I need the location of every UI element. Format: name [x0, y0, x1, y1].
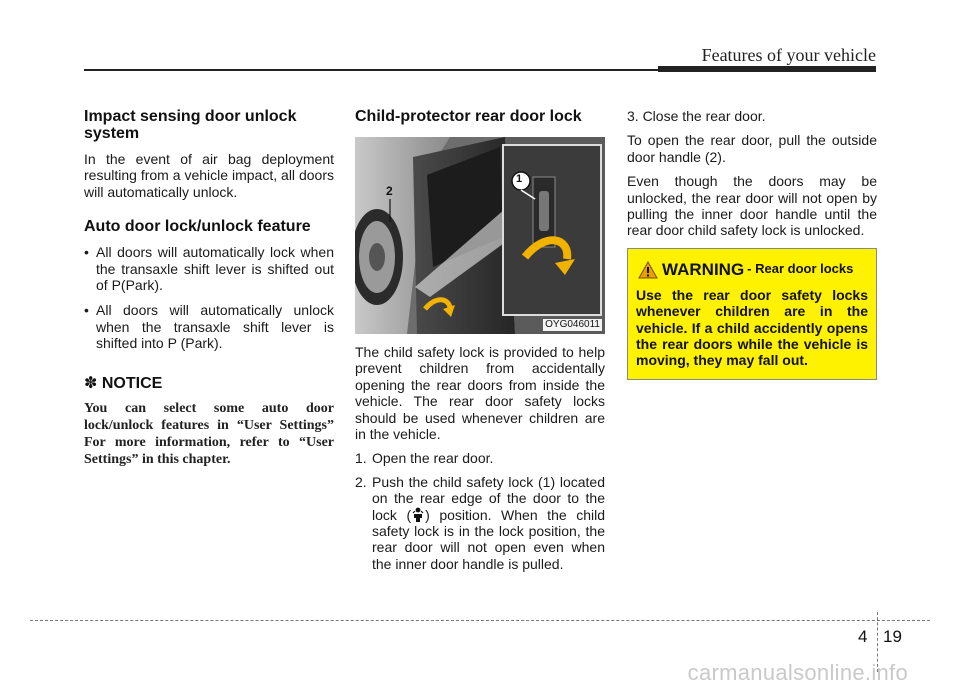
- middle-column: [355, 108, 605, 579]
- step-number: 2.: [355, 473, 367, 490]
- step-text-b: ) position. When the child safety lock is in the lock position, the rear door will not open even when the inner door handle is pulled.: [372, 506, 605, 572]
- child-lock-icon: [412, 507, 424, 523]
- section-title-impact-unlock: Impact sensing door unlock system: [84, 108, 297, 142]
- notice-title: ✽ NOTICE: [84, 374, 163, 392]
- left-column: [84, 108, 334, 468]
- header-rule-accent: [658, 66, 876, 72]
- open-rear-door-body: To open the rear door, pull the outside door handle (2).: [627, 132, 877, 165]
- warning-triangle-icon: [638, 261, 658, 279]
- warning-body: Use the rear door safety locks whenever children are in the vehicle. If a child accidently opens the rear doors while the vehicle is moving, they may fall out.: [636, 286, 868, 369]
- callout-2: 2: [386, 184, 393, 198]
- watermark: carmanualsonline.info: [687, 660, 908, 685]
- section-title-child-protector: Child-protector rear door lock: [355, 108, 582, 125]
- list-item: • All doors will automatically lock when the transaxle shift lever is shifted out of P(Park).: [84, 244, 334, 293]
- warning-word: WARNING: [662, 259, 745, 279]
- list-item: [355, 450, 605, 466]
- unlock-note-body: Even though the doors may be unlocked, the rear door will not open by pulling the inner door handle until the rear door child safety lock is unlocked.: [627, 173, 877, 239]
- auto-lock-list: [84, 244, 334, 351]
- step-text-a: Push the child safety lock (1) located on the rear edge of the door to the lock (: [372, 473, 605, 523]
- warning-box: [627, 248, 877, 380]
- header-title: Features of your vehicle: [701, 45, 876, 65]
- list-item: • All doors will automatically unlock when the transaxle shift lever is shifted into P (Park).: [84, 302, 334, 351]
- step-text: Open the rear door.: [372, 450, 494, 467]
- page-number: 19: [883, 627, 902, 646]
- step-3: 3. Close the rear door.: [627, 108, 766, 124]
- car-door-illustration: [355, 137, 605, 334]
- step-number: 1.: [355, 450, 367, 467]
- callout-1: 1: [516, 173, 523, 185]
- warning-header: [636, 261, 868, 279]
- chapter-number: 4: [858, 627, 868, 646]
- list-item: [355, 474, 605, 572]
- notice-body: You can select some auto door lock/unlock features in “User Settings” For more information, refer to “User Settings” in this chapter.: [84, 400, 334, 467]
- child-lock-figure: [355, 137, 605, 334]
- child-lock-body: The child safety lock is provided to help prevent children from accidentally opening the rear doors from inside the vehicle. The rear door safety locks should be used whenever children are in the vehicle.: [355, 344, 605, 443]
- section-title-auto-lock: Auto door lock/unlock feature: [84, 218, 311, 236]
- footer-rule: [30, 620, 930, 621]
- warning-subtitle: - Rear door locks: [747, 260, 854, 276]
- impact-unlock-body: In the event of air bag deployment resulting from a vehicle impact, all doors will automatically unlock.: [84, 151, 334, 200]
- child-lock-steps: [355, 450, 605, 572]
- right-column: [627, 108, 877, 380]
- figure-code: OYG046011: [545, 319, 600, 330]
